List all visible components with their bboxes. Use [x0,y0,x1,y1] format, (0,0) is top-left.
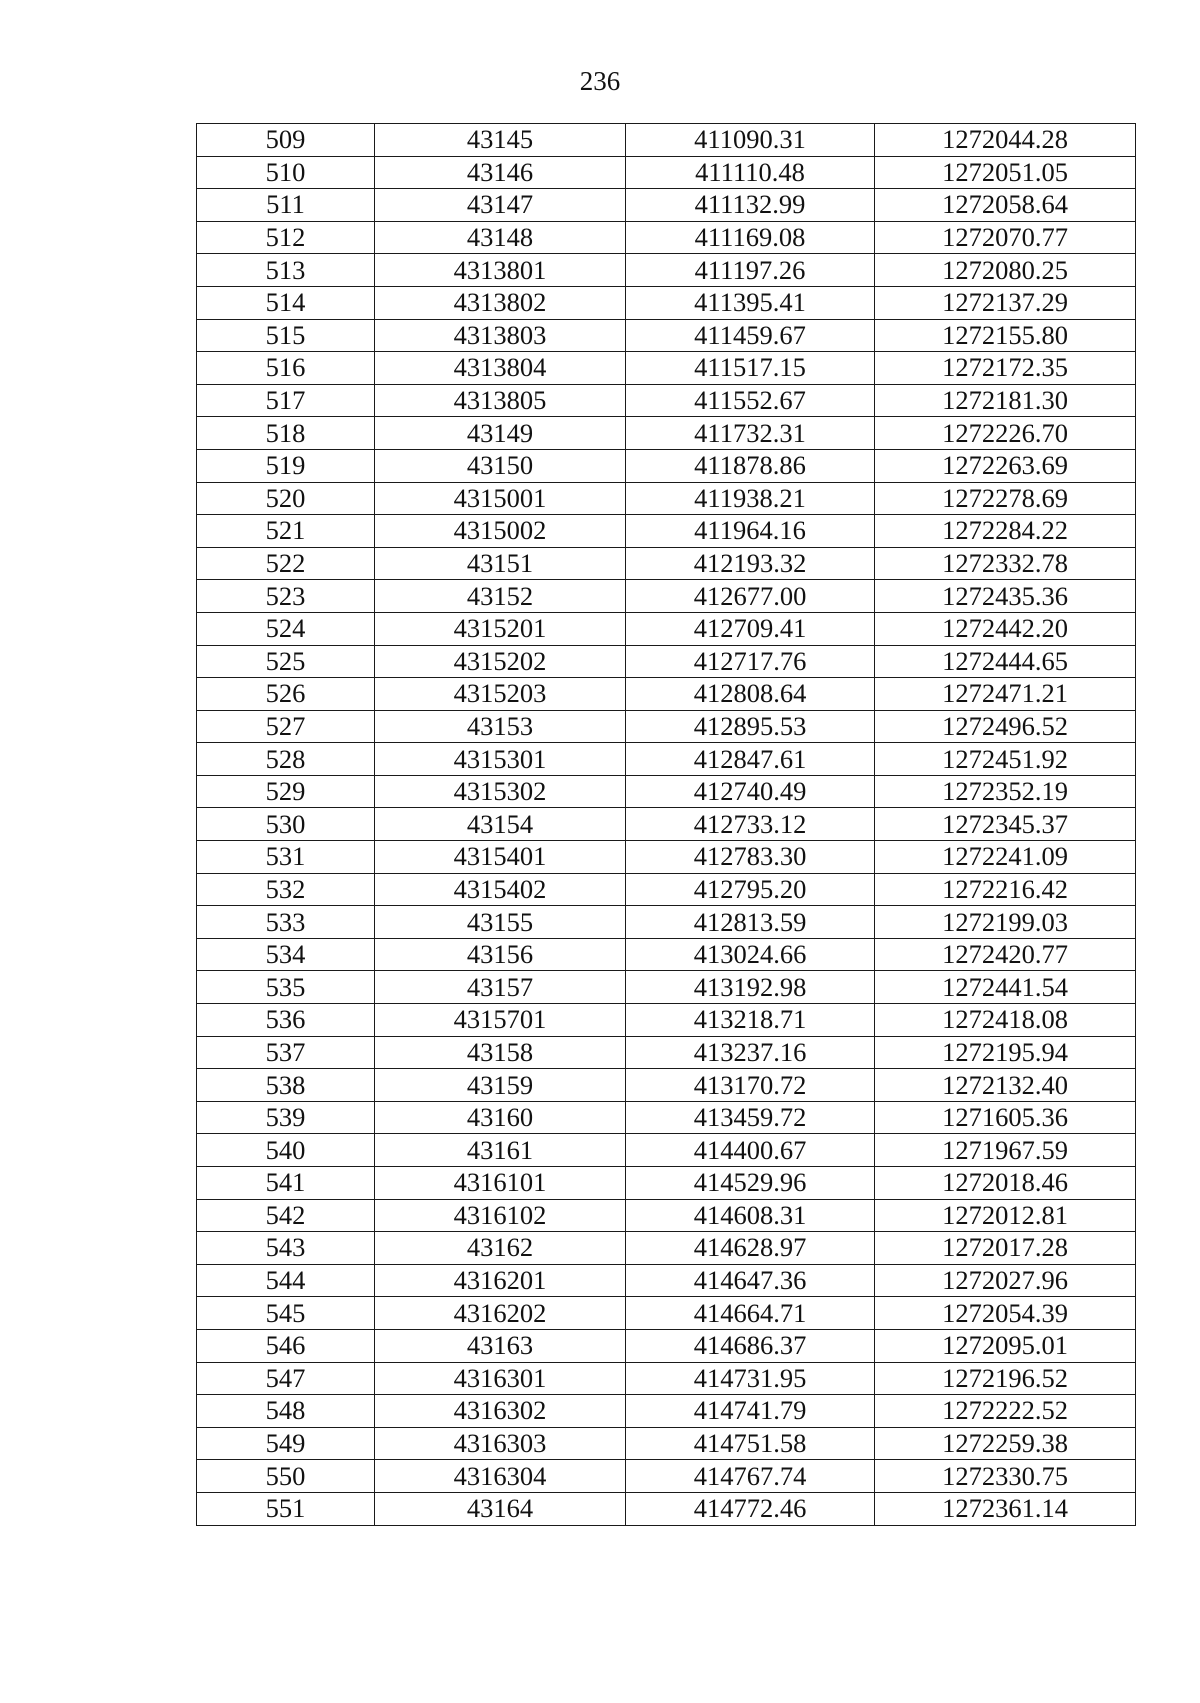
table-row [197,1134,1136,1167]
y-coordinate-cell: 1272263.69 [875,449,1136,482]
point-id-cell: 4316302 [375,1395,626,1428]
y-coordinate-cell: 1272199.03 [875,906,1136,939]
x-coordinate-cell: 413237.16 [626,1036,875,1069]
x-coordinate-cell: 411090.31 [626,124,875,157]
page-number: 236 [579,66,621,96]
point-id-cell: 4315301 [375,743,626,776]
point-index-cell: 515 [197,319,375,352]
point-id-cell: 4316201 [375,1264,626,1297]
point-id-cell: 43151 [375,547,626,580]
table-row [197,417,1136,450]
point-id-cell: 4315203 [375,678,626,711]
x-coordinate-cell: 414731.95 [626,1362,875,1395]
x-coordinate-cell: 412808.64 [626,678,875,711]
y-coordinate-cell: 1272496.52 [875,710,1136,743]
y-coordinate-cell: 1272352.19 [875,775,1136,808]
x-coordinate-cell: 411878.86 [626,449,875,482]
y-coordinate-cell: 1272181.30 [875,384,1136,417]
x-coordinate-cell: 414767.74 [626,1460,875,1493]
coordinates-table [196,123,1136,1526]
y-coordinate-cell: 1272444.65 [875,645,1136,678]
table-row [197,286,1136,319]
table-row [197,449,1136,482]
x-coordinate-cell: 411459.67 [626,319,875,352]
table-row [197,743,1136,776]
table-row [197,1427,1136,1460]
coordinates-table-body [197,124,1136,1526]
table-row [197,515,1136,548]
x-coordinate-cell: 411732.31 [626,417,875,450]
point-id-cell: 43155 [375,906,626,939]
point-index-cell: 541 [197,1167,375,1200]
point-id-cell: 43153 [375,710,626,743]
table-row [197,1297,1136,1330]
table-row [197,1395,1136,1428]
point-id-cell: 43146 [375,156,626,189]
point-id-cell: 4315402 [375,873,626,906]
y-coordinate-cell: 1272278.69 [875,482,1136,515]
x-coordinate-cell: 413170.72 [626,1069,875,1102]
y-coordinate-cell: 1272259.38 [875,1427,1136,1460]
point-index-cell: 547 [197,1362,375,1395]
point-index-cell: 533 [197,906,375,939]
x-coordinate-cell: 413024.66 [626,938,875,971]
point-id-cell: 4315401 [375,841,626,874]
x-coordinate-cell: 414772.46 [626,1492,875,1525]
table-row [197,384,1136,417]
y-coordinate-cell: 1271605.36 [875,1101,1136,1134]
y-coordinate-cell: 1272471.21 [875,678,1136,711]
y-coordinate-cell: 1272435.36 [875,580,1136,613]
point-id-cell: 43159 [375,1069,626,1102]
x-coordinate-cell: 412677.00 [626,580,875,613]
y-coordinate-cell: 1272332.78 [875,547,1136,580]
point-index-cell: 512 [197,221,375,254]
x-coordinate-cell: 412733.12 [626,808,875,841]
y-coordinate-cell: 1272345.37 [875,808,1136,841]
point-index-cell: 543 [197,1232,375,1265]
table-row [197,678,1136,711]
x-coordinate-cell: 414529.96 [626,1167,875,1200]
table-row [197,482,1136,515]
point-id-cell: 43150 [375,449,626,482]
y-coordinate-cell: 1272196.52 [875,1362,1136,1395]
point-id-cell: 4313801 [375,254,626,287]
x-coordinate-cell: 412740.49 [626,775,875,808]
point-id-cell: 43152 [375,580,626,613]
point-id-cell: 43154 [375,808,626,841]
y-coordinate-cell: 1272044.28 [875,124,1136,157]
y-coordinate-cell: 1272095.01 [875,1329,1136,1362]
y-coordinate-cell: 1272441.54 [875,971,1136,1004]
y-coordinate-cell: 1272195.94 [875,1036,1136,1069]
table-row [197,873,1136,906]
point-id-cell: 43160 [375,1101,626,1134]
table-row [197,580,1136,613]
y-coordinate-cell: 1272284.22 [875,515,1136,548]
point-index-cell: 521 [197,515,375,548]
table-row [197,612,1136,645]
point-index-cell: 529 [197,775,375,808]
table-row [197,938,1136,971]
point-index-cell: 510 [197,156,375,189]
point-id-cell: 43148 [375,221,626,254]
x-coordinate-cell: 414608.31 [626,1199,875,1232]
table-row [197,1199,1136,1232]
point-index-cell: 522 [197,547,375,580]
point-index-cell: 509 [197,124,375,157]
point-id-cell: 43145 [375,124,626,157]
point-id-cell: 4315001 [375,482,626,515]
y-coordinate-cell: 1272051.05 [875,156,1136,189]
x-coordinate-cell: 414741.79 [626,1395,875,1428]
table-row [197,547,1136,580]
point-id-cell: 4316202 [375,1297,626,1330]
y-coordinate-cell: 1272018.46 [875,1167,1136,1200]
point-index-cell: 511 [197,189,375,222]
y-coordinate-cell: 1272137.29 [875,286,1136,319]
y-coordinate-cell: 1272080.25 [875,254,1136,287]
x-coordinate-cell: 412709.41 [626,612,875,645]
point-id-cell: 4315201 [375,612,626,645]
x-coordinate-cell: 411110.48 [626,156,875,189]
point-index-cell: 546 [197,1329,375,1362]
table-row [197,254,1136,287]
table-row [197,189,1136,222]
table-row [197,1232,1136,1265]
table-row [197,645,1136,678]
y-coordinate-cell: 1272226.70 [875,417,1136,450]
table-row [197,1101,1136,1134]
table-row [197,841,1136,874]
point-id-cell: 4313804 [375,352,626,385]
point-index-cell: 524 [197,612,375,645]
y-coordinate-cell: 1272418.08 [875,1004,1136,1037]
x-coordinate-cell: 413192.98 [626,971,875,1004]
point-id-cell: 4315302 [375,775,626,808]
point-index-cell: 519 [197,449,375,482]
table-row [197,1264,1136,1297]
point-index-cell: 527 [197,710,375,743]
y-coordinate-cell: 1272132.40 [875,1069,1136,1102]
x-coordinate-cell: 411395.41 [626,286,875,319]
table-row [197,352,1136,385]
point-index-cell: 544 [197,1264,375,1297]
point-id-cell: 43163 [375,1329,626,1362]
x-coordinate-cell: 411169.08 [626,221,875,254]
table-row [197,1167,1136,1200]
point-id-cell: 4313805 [375,384,626,417]
point-id-cell: 43162 [375,1232,626,1265]
point-index-cell: 513 [197,254,375,287]
y-coordinate-cell: 1272442.20 [875,612,1136,645]
point-id-cell: 4315002 [375,515,626,548]
x-coordinate-cell: 412783.30 [626,841,875,874]
point-index-cell: 550 [197,1460,375,1493]
x-coordinate-cell: 412847.61 [626,743,875,776]
point-index-cell: 520 [197,482,375,515]
y-coordinate-cell: 1272027.96 [875,1264,1136,1297]
point-index-cell: 532 [197,873,375,906]
point-index-cell: 549 [197,1427,375,1460]
y-coordinate-cell: 1272070.77 [875,221,1136,254]
point-index-cell: 540 [197,1134,375,1167]
x-coordinate-cell: 411938.21 [626,482,875,515]
x-coordinate-cell: 411517.15 [626,352,875,385]
x-coordinate-cell: 411197.26 [626,254,875,287]
point-id-cell: 4316101 [375,1167,626,1200]
point-id-cell: 43164 [375,1492,626,1525]
point-index-cell: 535 [197,971,375,1004]
x-coordinate-cell: 414628.97 [626,1232,875,1265]
table-row [197,710,1136,743]
point-id-cell: 4316102 [375,1199,626,1232]
point-id-cell: 4315701 [375,1004,626,1037]
x-coordinate-cell: 411552.67 [626,384,875,417]
point-index-cell: 525 [197,645,375,678]
point-index-cell: 536 [197,1004,375,1037]
table-row [197,971,1136,1004]
point-index-cell: 534 [197,938,375,971]
point-index-cell: 530 [197,808,375,841]
point-id-cell: 43161 [375,1134,626,1167]
point-id-cell: 4316303 [375,1427,626,1460]
table-row [197,1069,1136,1102]
x-coordinate-cell: 412193.32 [626,547,875,580]
y-coordinate-cell: 1272012.81 [875,1199,1136,1232]
y-coordinate-cell: 1272420.77 [875,938,1136,971]
point-id-cell: 43149 [375,417,626,450]
y-coordinate-cell: 1272216.42 [875,873,1136,906]
point-index-cell: 517 [197,384,375,417]
y-coordinate-cell: 1272361.14 [875,1492,1136,1525]
table-row [197,1492,1136,1525]
x-coordinate-cell: 411132.99 [626,189,875,222]
point-index-cell: 551 [197,1492,375,1525]
x-coordinate-cell: 412717.76 [626,645,875,678]
point-index-cell: 539 [197,1101,375,1134]
y-coordinate-cell: 1272451.92 [875,743,1136,776]
x-coordinate-cell: 414400.67 [626,1134,875,1167]
table-row [197,156,1136,189]
x-coordinate-cell: 414686.37 [626,1329,875,1362]
point-id-cell: 4316301 [375,1362,626,1395]
x-coordinate-cell: 412895.53 [626,710,875,743]
table-row [197,1004,1136,1037]
y-coordinate-cell: 1272330.75 [875,1460,1136,1493]
x-coordinate-cell: 411964.16 [626,515,875,548]
x-coordinate-cell: 412795.20 [626,873,875,906]
point-index-cell: 548 [197,1395,375,1428]
x-coordinate-cell: 414664.71 [626,1297,875,1330]
table-row [197,1460,1136,1493]
point-index-cell: 518 [197,417,375,450]
y-coordinate-cell: 1272017.28 [875,1232,1136,1265]
point-id-cell: 4315202 [375,645,626,678]
y-coordinate-cell: 1272241.09 [875,841,1136,874]
point-id-cell: 4313802 [375,286,626,319]
y-coordinate-cell: 1272172.35 [875,352,1136,385]
y-coordinate-cell: 1272054.39 [875,1297,1136,1330]
point-index-cell: 514 [197,286,375,319]
table-row [197,1329,1136,1362]
table-row [197,221,1136,254]
y-coordinate-cell: 1272155.80 [875,319,1136,352]
x-coordinate-cell: 413218.71 [626,1004,875,1037]
table-row [197,124,1136,157]
point-id-cell: 4313803 [375,319,626,352]
y-coordinate-cell: 1272222.52 [875,1395,1136,1428]
point-index-cell: 523 [197,580,375,613]
x-coordinate-cell: 414751.58 [626,1427,875,1460]
point-index-cell: 537 [197,1036,375,1069]
point-id-cell: 43156 [375,938,626,971]
table-row [197,808,1136,841]
point-index-cell: 531 [197,841,375,874]
point-id-cell: 43147 [375,189,626,222]
table-row [197,319,1136,352]
point-id-cell: 43157 [375,971,626,1004]
table-row [197,775,1136,808]
point-id-cell: 43158 [375,1036,626,1069]
table-row [197,1036,1136,1069]
x-coordinate-cell: 413459.72 [626,1101,875,1134]
point-index-cell: 545 [197,1297,375,1330]
y-coordinate-cell: 1272058.64 [875,189,1136,222]
y-coordinate-cell: 1271967.59 [875,1134,1136,1167]
point-index-cell: 528 [197,743,375,776]
x-coordinate-cell: 414647.36 [626,1264,875,1297]
point-id-cell: 4316304 [375,1460,626,1493]
table-row [197,906,1136,939]
point-index-cell: 542 [197,1199,375,1232]
point-index-cell: 526 [197,678,375,711]
table-row [197,1362,1136,1395]
x-coordinate-cell: 412813.59 [626,906,875,939]
point-index-cell: 516 [197,352,375,385]
point-index-cell: 538 [197,1069,375,1102]
